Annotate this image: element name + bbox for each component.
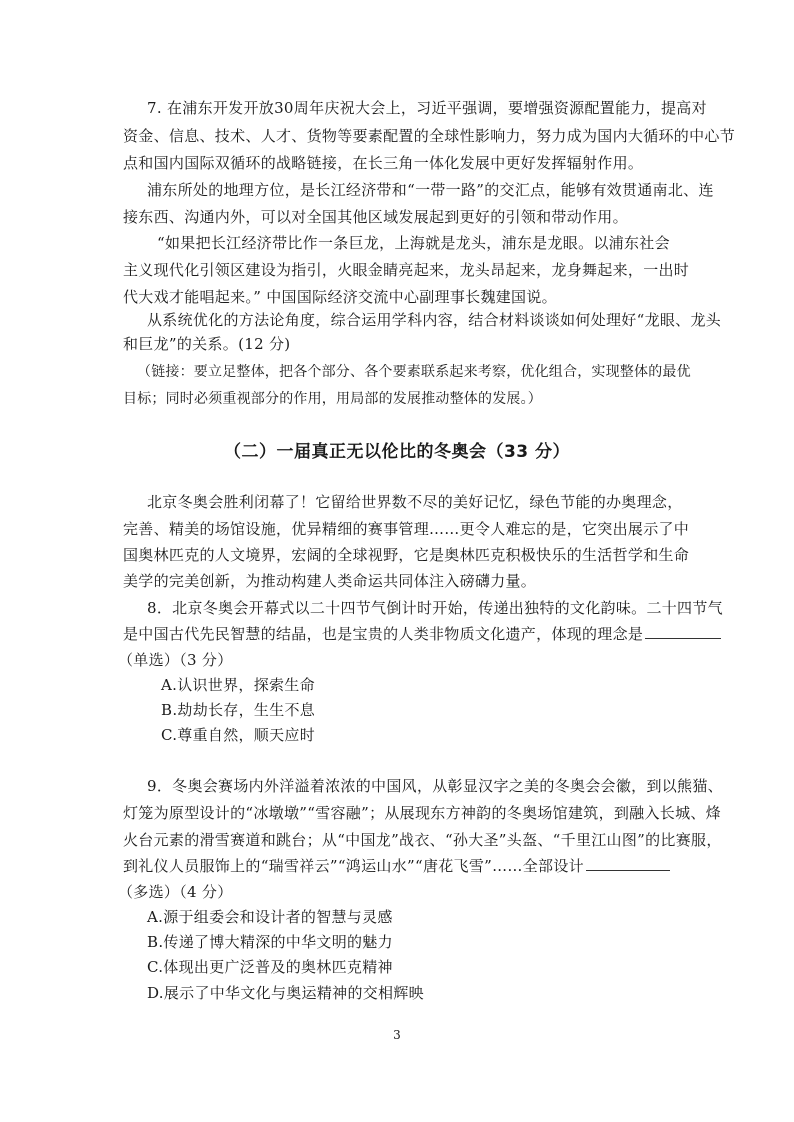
section-title: （二）一届真正无以伦比的冬奥会（33 分） — [223, 442, 571, 462]
page-number: 3 — [393, 1028, 401, 1042]
q9-option-c: C.体现出更广泛普及的奥林匹克精神 — [147, 958, 393, 976]
q7-hint-line-1: （链接：要立足整体，把各个部分、各个要素联系起来考察，优化组合，实现整体的最优 — [137, 364, 691, 380]
q7-quote-line-1: “如果把长江经济带比作一条巨龙，上海就是龙头，浦东是龙眼。以浦东社会 — [157, 234, 670, 252]
q7-quote-line-3: 代大戏才能唱起来。” 中国国际经济交流中心副理事长魏建国说。 — [123, 288, 557, 306]
q8-answer-blank[interactable] — [645, 624, 721, 639]
q8-option-c: C.尊重自然，顺天应时 — [161, 726, 316, 744]
q9-option-a: A.源于组委会和设计者的智慧与灵感 — [147, 908, 393, 926]
q7-line-1: 7. 在浦东开发开放30周年庆祝大会上，习近平强调，要增强资源配置能力，提高对 — [147, 99, 707, 117]
q8-option-b: B.劫劫长存，生生不息 — [161, 701, 316, 719]
q9-option-d: D.展示了中华文化与奥运精神的交相辉映 — [147, 984, 424, 1002]
q9-line-1: 9．冬奥会赛场内外洋溢着浓浓的中国风，从彰显汉字之美的冬奥会会徽，到以熊猫、 — [147, 777, 723, 795]
q7-question-line-1: 从系统优化的方法论角度，综合运用学科内容，结合材料谈谈如何处理好“龙眼、龙头 — [147, 311, 722, 329]
q7-hint-line-2: 目标；同时必须重视部分的作用，用局部的发展推动整体的发展。） — [123, 391, 542, 407]
q7-line-3: 点和国内国际双循环的战略链接，在长三角一体化发展中更好发挥辐射作用。 — [123, 154, 644, 172]
intro-line-3: 国奥林匹克的人文境界，宏阔的全球视野，它是奥林匹克积极快乐的生活哲学和生命 — [123, 546, 690, 564]
q9-line-2: 灯笼为原型设计的“冰墩墩”“雪容融”；从展现东方神韵的冬奥场馆建筑，到融入长城、烽 — [123, 804, 721, 822]
q9-option-b: B.传递了博大精深的中华文明的魅力 — [147, 933, 393, 951]
q7-question-line-2: 和巨龙”的关系。(12 分) — [123, 335, 291, 353]
q8-line-1: 8．北京冬奥会开幕式以二十四节气倒计时开始，传递出独特的文化韵味。二十四节气 — [147, 599, 723, 617]
q9-type-score: （多选）（4 分） — [118, 883, 233, 901]
q8-line-2 — [123, 624, 721, 644]
q9-answer-blank[interactable] — [586, 856, 670, 871]
intro-line-1: 北京冬奥会胜利闭幕了！它留给世界数不尽的美好记忆，绿色节能的办奥理念， — [147, 493, 683, 511]
q9-line-4 — [123, 856, 670, 876]
q8-type-score: （单选）（3 分） — [118, 651, 233, 669]
q7-line-2: 资金、信息、技术、人才、货物等要素配置的全球性影响力，努力成为国内大循环的中心节 — [123, 127, 736, 145]
q9-line-4-text: 到礼仪人员服饰上的“瑞雪祥云”“鸿运山水”“唐花飞雪”……全部设计 — [123, 857, 584, 875]
intro-line-2: 完善、精美的场馆设施，优异精细的赛事管理……更令人难忘的是，它突出展示了中 — [123, 520, 690, 538]
intro-line-4: 美学的完美创新，为推动构建人类命运共同体注入磅礴力量。 — [123, 572, 537, 590]
q7-para2-line-1: 浦东所处的地理方位，是长江经济带和“一带一路”的交汇点，能够有效贯通南北、连 — [147, 181, 714, 199]
q9-line-3: 火台元素的滑雪赛道和跳台；从“中国龙”战衣、“孙大圣”头盔、“千里江山图”的比赛服， — [123, 831, 722, 849]
q7-para2-line-2: 接东西、沟通内外，可以对全国其他区域发展起到更好的引领和带动作用。 — [123, 208, 628, 226]
q7-quote-line-2: 主义现代化引领区建设为指引，火眼金睛亮起来，龙头昂起来，龙身舞起来，一出时 — [123, 261, 690, 279]
q8-line-2-text: 是中国古代先民智慧的结晶，也是宝贵的人类非物质文化遗产，体现的理念是 — [123, 625, 644, 643]
q8-option-a: A.认识世界，探索生命 — [161, 676, 315, 694]
